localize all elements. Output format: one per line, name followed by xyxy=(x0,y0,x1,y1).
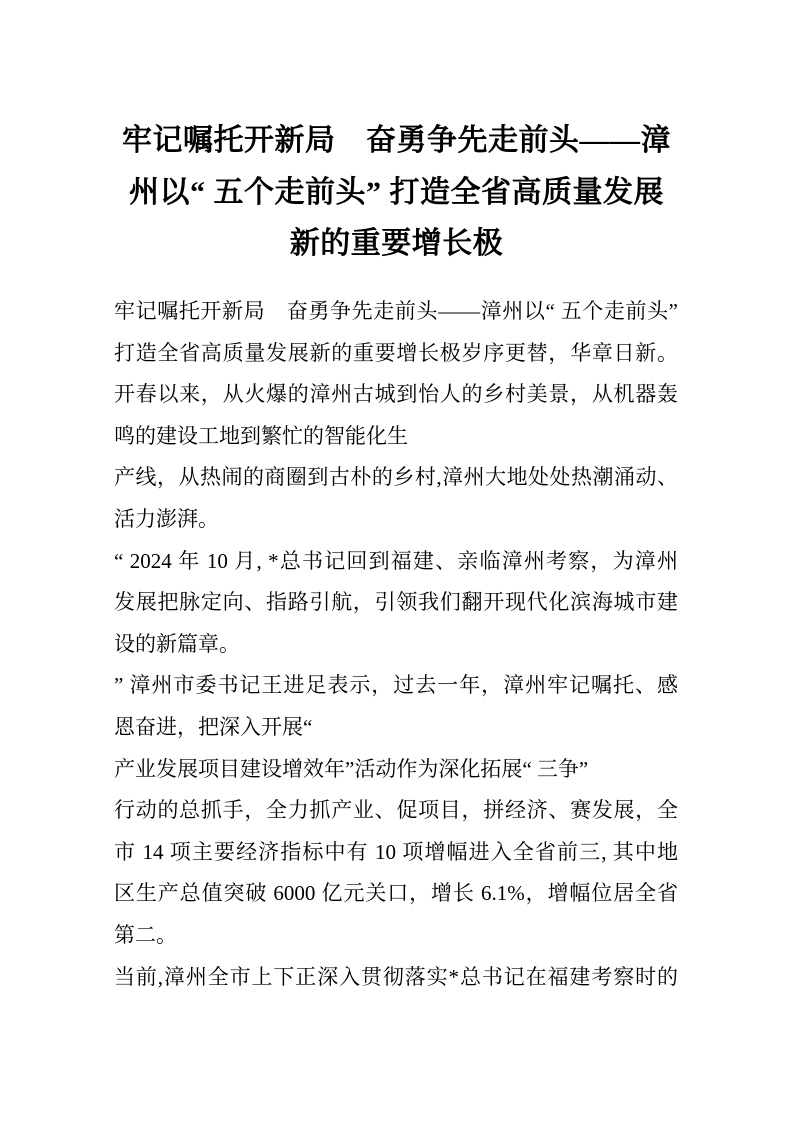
body-line: 市 14 项主要经济指标中有 10 项增幅进入全省前三, 其中地 xyxy=(114,839,678,864)
title-line: 牢记嘱托开新局 奋勇争先走前头——漳 xyxy=(122,124,671,157)
body-line: 当前,漳州全市上下正深入贯彻落实*总书记在福建考察时的 xyxy=(114,964,678,989)
body-line: 打造全省高质量发展新的重要增长极岁序更替，华章日新。 xyxy=(114,340,678,365)
body-line: 区生产总值突破 6000 亿元关口，增长 6.1%，增幅位居全省 xyxy=(114,881,678,906)
title-line: 新的重要增长极 xyxy=(289,227,504,260)
body-line: 恩奋进，把深入开展“ xyxy=(114,714,313,739)
document-body xyxy=(114,291,678,998)
body-line: 发展把脉定向、指路引航，引领我们翻开现代化滨海城市建 xyxy=(114,590,678,615)
title-line: 州以“ 五个走前头” 打造全省高质量发展 xyxy=(129,175,664,209)
body-line: 产业发展项目建设增效年”活动作为深化拓展“ 三争” xyxy=(114,756,589,781)
body-line: 活力澎湃。 xyxy=(114,506,219,531)
body-line: 第二。 xyxy=(114,922,177,947)
body-line: ” 漳州市委书记王进足表示，过去一年，漳州牢记嘱托、感 xyxy=(114,673,678,698)
document-title xyxy=(40,115,753,270)
body-line: “ 2024 年 10 月, *总书记回到福建、亲临漳州考察，为漳州 xyxy=(114,548,678,573)
body-line: 牢记嘱托开新局 奋勇争先走前头——漳州以“ 五个走前头” xyxy=(114,299,678,323)
body-line: 设的新篇章。 xyxy=(114,631,240,656)
body-line: 行动的总抓手，全力抓产业、促项目，拼经济、赛发展，全 xyxy=(114,798,678,823)
body-line: 产线，从热闹的商圈到古朴的乡村,漳州大地处处热潮涌动、 xyxy=(114,465,678,490)
body-line: 鸣的建设工地到繁忙的智能化生 xyxy=(114,423,408,448)
body-line: 开春以来，从火爆的漳州古城到怡人的乡村美景，从机器轰 xyxy=(114,382,678,407)
